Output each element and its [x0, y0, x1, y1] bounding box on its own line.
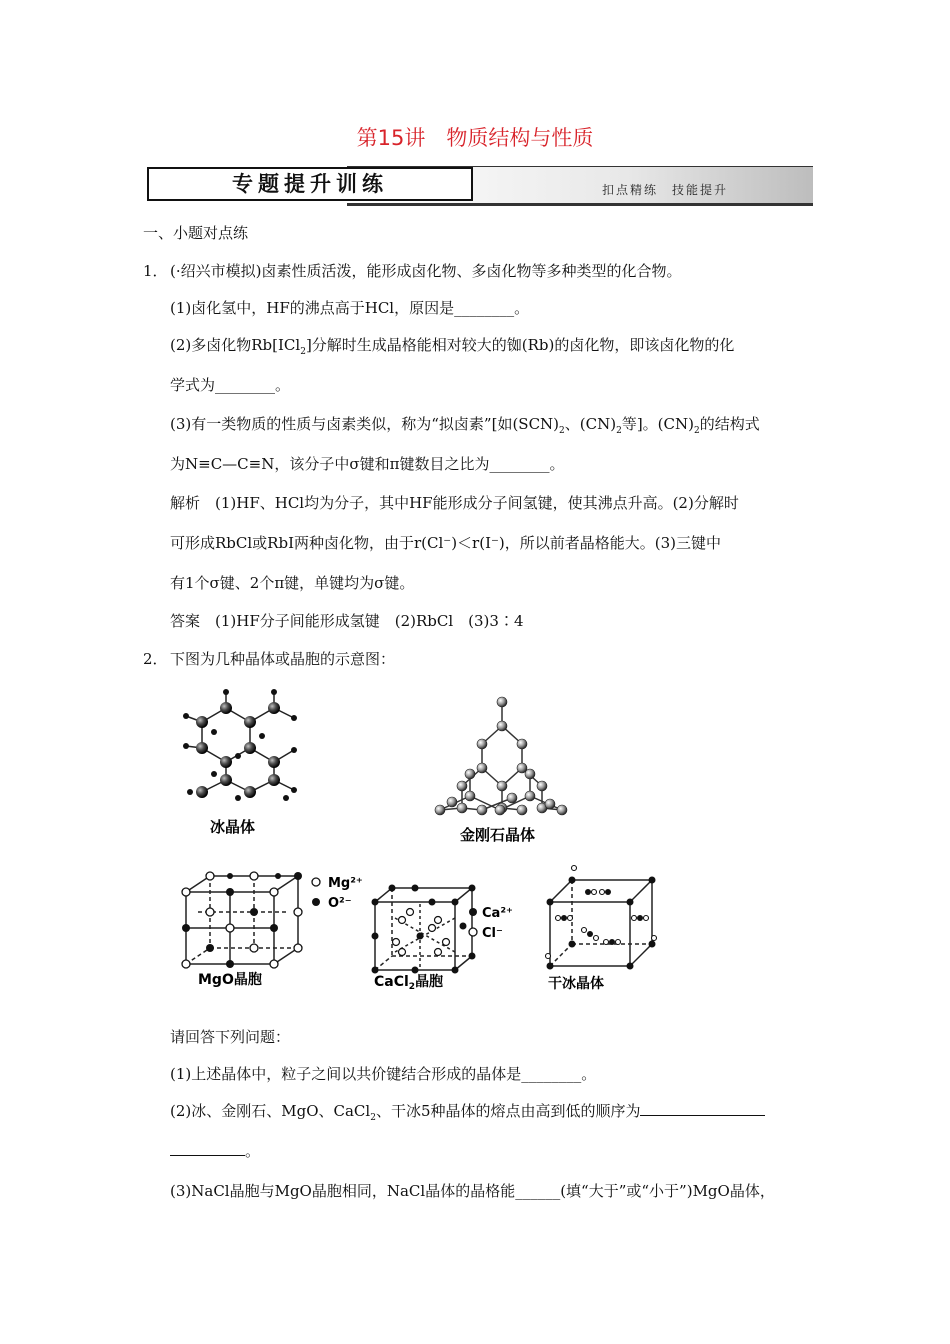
cacl2-cell-diagram	[372, 885, 478, 974]
q1-part3-line2: 为N≡C—C≡N，该分子中σ键和π键数目之比为________。	[170, 455, 565, 473]
q1-number: 1．	[143, 262, 168, 280]
q1-part2-line1	[170, 334, 734, 357]
banner-title: 专题提升训练	[147, 167, 473, 201]
q2-number: 2．	[143, 650, 168, 668]
ice-label: 冰晶体	[210, 818, 256, 836]
cacl2-label-a: CaCl	[374, 974, 409, 990]
crystal-figures	[170, 680, 820, 1000]
cacl2-label	[374, 973, 443, 992]
mgo-legend-mg: Mg²⁺	[328, 876, 363, 891]
q2-part2-line1	[170, 1100, 765, 1123]
q2-part3: (3)NaCl晶胞与MgO晶胞相同，NaCl晶体的晶格能______(填“大于”或“小于”)MgO晶体，	[170, 1182, 775, 1200]
q1-part3-text-c: 等]。(CN)	[621, 415, 694, 433]
q1-part3-text-a: (3)有一类物质的性质与卤素类似，称为“拟卤素”[如(SCN)	[170, 415, 560, 433]
mgo-cell-diagram	[182, 872, 320, 968]
q1-part3-sub3: 2	[693, 426, 700, 436]
page-title: 第15讲 物质结构与性质	[356, 126, 594, 150]
q1-answer: 答案 (1)HF分子间能形成氢键 (2)RbCl (3)3∶4	[170, 612, 524, 630]
ice-crystal-diagram	[183, 689, 297, 801]
q1-stem: (·绍兴市模拟)卤素性质活泼，能形成卤化物、多卤化物等多种类型的化合物。	[170, 262, 682, 280]
q2-stem: 下图为几种晶体或晶胞的示意图：	[170, 650, 396, 668]
q2-part2-text-c: 。	[245, 1142, 261, 1160]
q1-analysis-line1: 解析 (1)HF、HCl均为分子，其中HF能形成分子间氢键，使其沸点升高。(2)分解时	[170, 494, 739, 512]
dryice-label: 干冰晶体	[548, 976, 604, 992]
q1-part3-line1	[170, 413, 760, 436]
q2-part2-text-a: (2)冰、金刚石、MgO、CaCl	[170, 1102, 371, 1120]
dryice-crystal-diagram	[546, 866, 657, 970]
q1-part3-text-b: 、(CN)	[564, 415, 617, 433]
q1-part2-line2: 学式为________。	[170, 376, 291, 394]
q2-prompt: 请回答下列问题：	[170, 1028, 291, 1046]
q1-part3-text-d: 的结构式	[699, 415, 760, 433]
q1-part1: (1)卤化氢中，HF的沸点高于HCl，原因是________。	[170, 299, 530, 317]
q1-part2-text-a: (2)多卤化物Rb[ICl	[170, 336, 301, 354]
banner-tagline: 扣点精练 技能提升	[601, 183, 728, 197]
q2-part2-line2	[170, 1140, 260, 1161]
q1-analysis-line2: 可形成RbCl或RbI两种卤化物，由于r(Cl⁻)＜r(I⁻)，所以前者晶格能大。(3)三键中	[170, 534, 722, 552]
diamond-crystal-diagram	[435, 697, 567, 815]
section-banner	[143, 163, 813, 203]
answer-blank[interactable]	[170, 1141, 245, 1156]
mgo-label: MgO晶胞	[198, 972, 262, 988]
q2-part1: (1)上述晶体中，粒子之间以共价键结合形成的晶体是________。	[170, 1065, 597, 1083]
cacl2-legend-ca: Ca²⁺	[482, 906, 513, 921]
answer-blank[interactable]	[640, 1101, 765, 1116]
q1-part2-sub: 2	[300, 347, 306, 357]
q1-part3-sub1: 2	[559, 426, 565, 436]
q1-part2-text-b: ]分解时生成晶格能相对较大的铷(Rb)的卤化物，即该卤化物的化	[305, 336, 735, 354]
section-heading: 一、小题对点练	[143, 224, 249, 242]
q1-part3-sub2: 2	[616, 426, 622, 436]
diamond-label: 金刚石晶体	[460, 826, 536, 844]
cacl2-label-sub: 2	[408, 982, 416, 992]
q2-part2-sub: 2	[370, 1113, 376, 1123]
q1-analysis-line3: 有1个σ键、2个π键，单键均为σ键。	[170, 574, 415, 592]
cacl2-label-b: 晶胞	[415, 974, 444, 990]
mgo-legend-o: O²⁻	[328, 896, 352, 911]
cacl2-legend-cl: Cl⁻	[482, 926, 503, 941]
q2-part2-text-b: 、干冰5种晶体的熔点由高到低的顺序为	[375, 1102, 641, 1120]
